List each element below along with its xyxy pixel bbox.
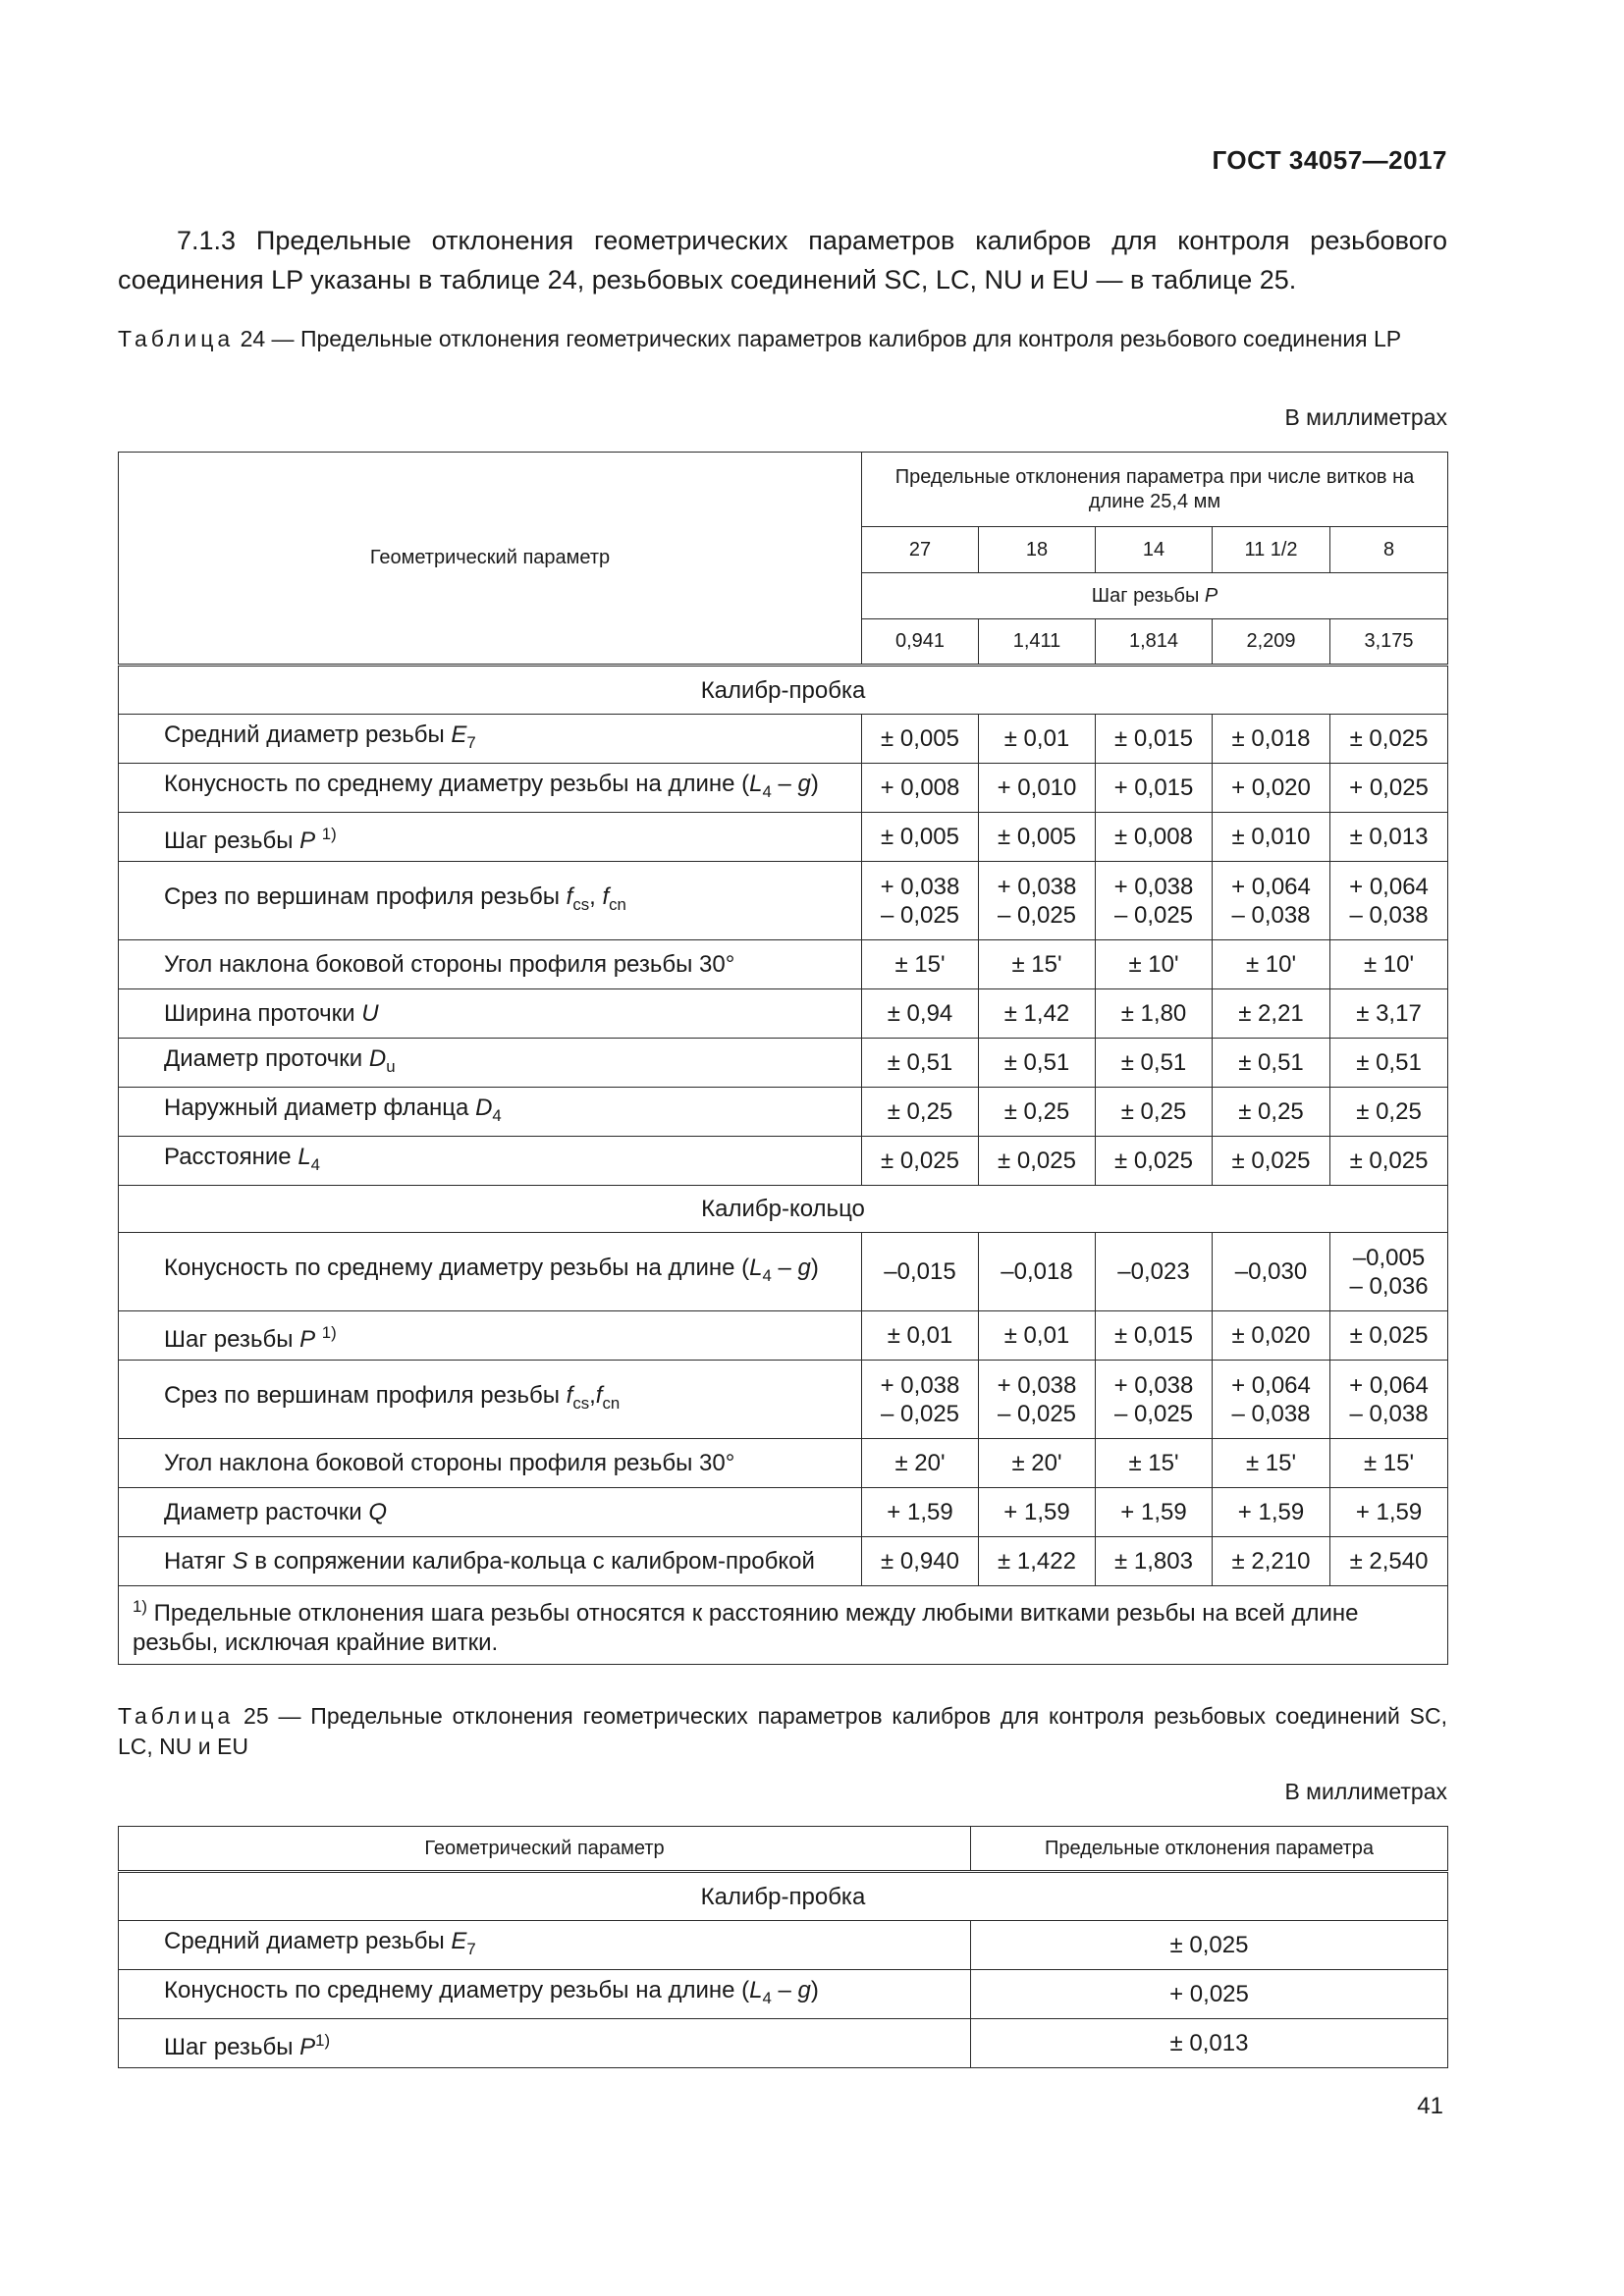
value-cell: ± 0,025: [979, 1137, 1096, 1186]
value-cell: ± 0,025: [1096, 1137, 1213, 1186]
table-row: [119, 989, 1448, 1039]
value-cell: ± 0,015: [1096, 1311, 1213, 1361]
value-cell: + 1,59: [862, 1488, 979, 1537]
value-cell: + 0,025: [971, 1970, 1448, 2019]
value-cell: ± 2,540: [1330, 1537, 1448, 1586]
value-cell: ± 15': [862, 940, 979, 989]
value-cell: ± 0,005: [862, 715, 979, 764]
value-cell: + 0,020: [1213, 764, 1330, 813]
value-cell: –0,030: [1213, 1233, 1330, 1311]
param-cell: Диаметр проточки $D_u$: [119, 1039, 862, 1088]
value-cell: + 1,59: [1096, 1488, 1213, 1537]
table-row: [119, 1137, 1448, 1186]
value-cell: ± 15': [1096, 1439, 1213, 1488]
t24-param-header: Геометрический параметр: [119, 453, 862, 666]
value-cell: ± 0,01: [979, 715, 1096, 764]
t24-turns: 18: [979, 527, 1096, 573]
value-cell: + 0,064 – 0,038: [1330, 862, 1448, 940]
value-cell: + 0,038 – 0,025: [862, 862, 979, 940]
value-cell: ± 0,005: [862, 813, 979, 862]
value-cell: ± 20': [862, 1439, 979, 1488]
param-cell: Угол наклона боковой стороны профиля резьбы 30°: [119, 1439, 862, 1488]
table24: [118, 452, 1448, 1665]
table-row: [119, 1488, 1448, 1537]
t24-pitch: 0,941: [862, 619, 979, 666]
param-cell: Натяг S в сопряжении калибра-кольца с калибром-пробкой: [119, 1537, 862, 1586]
value-cell: + 0,038 – 0,025: [862, 1361, 979, 1439]
value-cell: ± 0,013: [971, 2019, 1448, 2068]
value-cell: + 0,008: [862, 764, 979, 813]
t24-limits-title: Предельные отклонения параметра при числе витков на длине 25,4 мм: [862, 453, 1448, 527]
value-cell: ± 0,51: [1330, 1039, 1448, 1088]
value-cell: ± 15': [1213, 1439, 1330, 1488]
value-cell: + 0,064 – 0,038: [1213, 1361, 1330, 1439]
t24-turns: 27: [862, 527, 979, 573]
value-cell: ± 1,422: [979, 1537, 1096, 1586]
page-number: 41: [1417, 2093, 1443, 2119]
value-cell: ± 0,015: [1096, 715, 1213, 764]
param-cell: Расстояние $L_4$: [119, 1137, 862, 1186]
table-row: [119, 764, 1448, 813]
t24-section-plug: Калибр-пробка: [119, 666, 1448, 715]
intro-paragraph: 7.1.3 Предельные отклонения геометрических параметров калибров для контроля резьбового соединения LP указаны в таблице 24, резьбовых соединений SC, LC, NU и EU — в таблице 25.: [118, 226, 1447, 294]
param-cell: Конусность по среднему диаметру резьбы на длине $(L_4 - g)$: [119, 764, 862, 813]
value-cell: ± 0,51: [1096, 1039, 1213, 1088]
table24-caption: [118, 324, 1447, 354]
param-cell: Наружный диаметр фланца $D_4$: [119, 1088, 862, 1137]
table-row: [119, 1088, 1448, 1137]
table24-caption-text: 24 — Предельные отклонения геометрических параметров калибров для контроля резьбового соединения LP: [240, 326, 1402, 351]
value-cell: ± 0,51: [862, 1039, 979, 1088]
table-row: [119, 1970, 1448, 2019]
value-cell: ± 0,018: [1213, 715, 1330, 764]
value-cell: ± 0,008: [1096, 813, 1213, 862]
value-cell: –0,015: [862, 1233, 979, 1311]
param-cell: Шаг резьбы $P^{1)}$: [119, 2019, 971, 2068]
param-cell: Угол наклона боковой стороны профиля резьбы 30°: [119, 940, 862, 989]
value-cell: ± 0,025: [1330, 1137, 1448, 1186]
param-cell: Диаметр расточки Q: [119, 1488, 862, 1537]
value-cell: –0,023: [1096, 1233, 1213, 1311]
param-cell: Срез по вершинам профиля резьбы $f_{cs}$, $f_{cn}$: [119, 862, 862, 940]
value-cell: + 0,038 – 0,025: [979, 862, 1096, 940]
table-row: [119, 1361, 1448, 1439]
table25-caption-label: Таблица: [118, 1703, 235, 1729]
t25-value-header: Предельные отклонения параметра: [971, 1827, 1448, 1872]
value-cell: ± 3,17: [1330, 989, 1448, 1039]
value-cell: ± 2,21: [1213, 989, 1330, 1039]
value-cell: –0,005 – 0,036: [1330, 1233, 1448, 1311]
value-cell: + 0,038 – 0,025: [1096, 1361, 1213, 1439]
value-cell: ± 0,25: [1330, 1088, 1448, 1137]
t24-pitch: 1,411: [979, 619, 1096, 666]
param-cell: Конусность по среднему диаметру резьбы на длине $(L_4 - g)$: [119, 1970, 971, 2019]
table-row: [119, 1537, 1448, 1586]
table25-caption: [118, 1701, 1447, 1762]
value-cell: ± 0,51: [979, 1039, 1096, 1088]
t24-section-ring: Калибр-кольцо: [119, 1186, 1448, 1233]
table-row: [119, 940, 1448, 989]
value-cell: ± 0,025: [1213, 1137, 1330, 1186]
value-cell: + 0,064 – 0,038: [1330, 1361, 1448, 1439]
t24-turns: 11 1/2: [1213, 527, 1330, 573]
value-cell: ± 0,940: [862, 1537, 979, 1586]
value-cell: ± 0,025: [971, 1921, 1448, 1970]
table24-units: В миллиметрах: [1284, 404, 1447, 430]
value-cell: + 1,59: [979, 1488, 1096, 1537]
value-cell: ± 0,25: [1096, 1088, 1213, 1137]
value-cell: ± 10': [1213, 940, 1330, 989]
value-cell: ± 0,025: [1330, 1311, 1448, 1361]
table-row: [119, 813, 1448, 862]
value-cell: ± 15': [1330, 1439, 1448, 1488]
value-cell: ± 1,80: [1096, 989, 1213, 1039]
t25-section-plug: Калибр-пробка: [119, 1872, 1448, 1921]
value-cell: ± 0,025: [862, 1137, 979, 1186]
value-cell: ± 10': [1330, 940, 1448, 989]
param-cell: Средний диаметр резьбы $E_7$: [119, 1921, 971, 1970]
param-cell: Средний диаметр резьбы $E_7$: [119, 715, 862, 764]
value-cell: + 0,010: [979, 764, 1096, 813]
value-cell: ± 0,25: [862, 1088, 979, 1137]
value-cell: + 0,038 – 0,025: [1096, 862, 1213, 940]
value-cell: + 0,038 – 0,025: [979, 1361, 1096, 1439]
value-cell: ± 0,01: [979, 1311, 1096, 1361]
t24-pitch-title: Шаг резьбы P: [862, 573, 1448, 619]
t24-pitch: 3,175: [1330, 619, 1448, 666]
t24-turns: 14: [1096, 527, 1213, 573]
value-cell: ± 15': [979, 940, 1096, 989]
value-cell: ± 2,210: [1213, 1537, 1330, 1586]
value-cell: ± 0,013: [1330, 813, 1448, 862]
value-cell: ± 0,005: [979, 813, 1096, 862]
param-cell: Конусность по среднему диаметру резьбы на длине $(L_4 - g)$: [119, 1233, 862, 1311]
table25-units: В миллиметрах: [1284, 1779, 1447, 1804]
value-cell: ± 0,010: [1213, 813, 1330, 862]
value-cell: ± 0,94: [862, 989, 979, 1039]
value-cell: ± 20': [979, 1439, 1096, 1488]
value-cell: ± 0,51: [1213, 1039, 1330, 1088]
standard-code: ГОСТ 34057—2017: [1212, 145, 1447, 175]
value-cell: ± 0,01: [862, 1311, 979, 1361]
value-cell: –0,018: [979, 1233, 1096, 1311]
value-cell: ± 1,803: [1096, 1537, 1213, 1586]
t24-turns: 8: [1330, 527, 1448, 573]
table-row: [119, 1311, 1448, 1361]
value-cell: ± 1,42: [979, 989, 1096, 1039]
param-cell: Шаг резьбы P $^{1)}$: [119, 1311, 862, 1361]
value-cell: ± 0,25: [1213, 1088, 1330, 1137]
table-row: [119, 1233, 1448, 1311]
t24-pitch: 2,209: [1213, 619, 1330, 666]
table-row: [119, 715, 1448, 764]
value-cell: ± 0,25: [979, 1088, 1096, 1137]
table-row: [119, 1439, 1448, 1488]
param-cell: Шаг резьбы P $^{1)}$: [119, 813, 862, 862]
t24-pitch: 1,814: [1096, 619, 1213, 666]
table24-caption-label: Таблица: [118, 326, 235, 351]
t24-footnote: $^{1)}$ Предельные отклонения шага резьбы относятся к расстоянию между любыми витками резьбы на всей длине резьбы, исключая крайние витки.: [119, 1586, 1448, 1665]
table25-caption-text: 25 — Предельные отклонения геометрических параметров калибров для контроля резьбовых соединений SC, LC, NU и EU: [118, 1703, 1447, 1759]
table25: [118, 1826, 1448, 2068]
value-cell: + 0,015: [1096, 764, 1213, 813]
value-cell: ± 0,025: [1330, 715, 1448, 764]
table-row: [119, 1039, 1448, 1088]
t25-param-header: Геометрический параметр: [119, 1827, 971, 1872]
value-cell: + 1,59: [1330, 1488, 1448, 1537]
table-row: [119, 2019, 1448, 2068]
value-cell: ± 0,020: [1213, 1311, 1330, 1361]
param-cell: Срез по вершинам профиля резьбы $f_{cs},f_{cn}$: [119, 1361, 862, 1439]
table-row: [119, 862, 1448, 940]
table-row: [119, 1921, 1448, 1970]
value-cell: ± 10': [1096, 940, 1213, 989]
param-cell: Ширина проточки U: [119, 989, 862, 1039]
value-cell: + 0,064 – 0,038: [1213, 862, 1330, 940]
value-cell: + 1,59: [1213, 1488, 1330, 1537]
value-cell: + 0,025: [1330, 764, 1448, 813]
